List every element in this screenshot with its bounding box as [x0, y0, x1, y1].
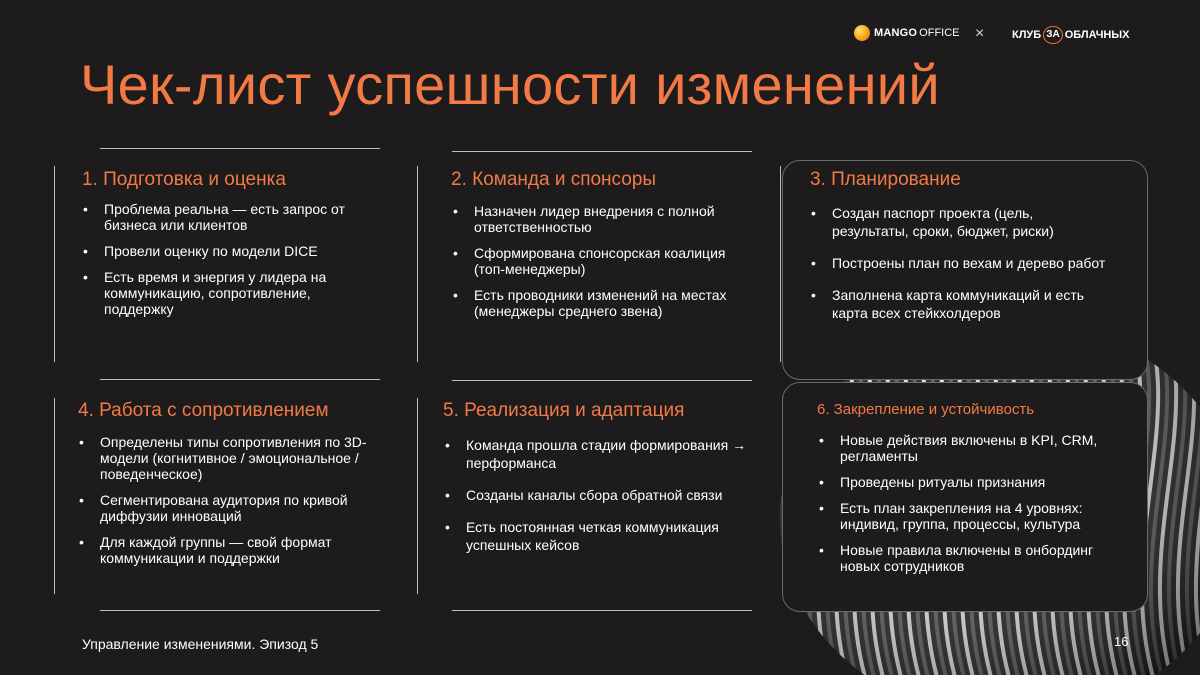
checklist-item: • Сформирована спонсорская коалиция (топ-менеджеры) [450, 245, 750, 277]
mango-brand-text: MANGO [874, 27, 918, 39]
divider-left-2 [54, 398, 55, 594]
page-title: Чек-лист успешности изменений [80, 53, 940, 116]
checklist-item: • Назначен лидер внедрения с полной ответственностью [450, 203, 750, 235]
card-5-list [442, 436, 752, 568]
checklist-item: • Построены план по вехам и дерево работ [808, 254, 1108, 272]
card-3-list [808, 204, 1108, 336]
card-5-title: 5. Реализация и адаптация [443, 400, 685, 421]
checklist-item: • Новые действия включены в KPI, CRM, регламенты [816, 432, 1126, 464]
divider-right-1 [780, 166, 781, 362]
club-logo [1012, 26, 1129, 44]
checklist-item: • Определены типы сопротивления по 3D-модели (когнитивное / эмоциональное / поведенческое) [76, 434, 386, 482]
card-3-title: 3. Планирование [810, 169, 961, 190]
mango-office-logo [854, 25, 960, 41]
divider-center-2 [417, 398, 418, 594]
divider-bottom-1 [100, 610, 380, 611]
checklist-item: • Команда прошла стадии формирования → перформанса [442, 436, 752, 472]
footer-caption: Управление изменениями. Эпизод 5 [82, 636, 319, 652]
checklist-item: • Для каждой группы — свой формат коммуникации и поддержки [76, 534, 386, 566]
checklist-item: • Заполнена карта коммуникаций и есть карта всех стейкхолдеров [808, 286, 1108, 322]
mango-logo-icon [854, 25, 870, 41]
checklist-item: • Есть проводники изменений на местах (менеджеры среднего звена) [450, 287, 750, 319]
checklist-item: • Проблема реальна — есть запрос от бизнеса или клиентов [80, 201, 380, 233]
club-suffix: ОБЛАЧНЫХ [1064, 29, 1130, 41]
divider-center-1 [417, 166, 418, 362]
cross-icon: × [975, 25, 985, 42]
checklist-item: • Есть план закрепления на 4 уровнях: индивид, группа, процессы, культура [816, 500, 1126, 532]
checklist-item: • Новые правила включены в онбординг новых сотрудников [816, 542, 1126, 574]
divider-left-1 [54, 166, 55, 362]
card-4-title: 4. Работа с сопротивлением [78, 400, 329, 421]
card-2-list [450, 203, 750, 329]
divider-mid-1 [100, 379, 380, 380]
card-6-title: 6. Закрепление и устойчивость [817, 401, 1035, 418]
checklist-item: • Сегментирована аудитория по кривой диффузии инноваций [76, 492, 386, 524]
checklist-item: • Есть время и энергия у лидера на коммуникацию, сопротивление, поддержку [80, 269, 380, 317]
card-2-title: 2. Команда и спонсоры [451, 169, 657, 190]
checklist-item: • Созданы каналы сбора обратной связи [442, 486, 752, 504]
card-4-list [76, 434, 386, 576]
divider-mid-2 [452, 380, 752, 381]
checklist-item: • Создан паспорт проекта (цель, результаты, сроки, бюджет, риски) [808, 204, 1108, 240]
club-ring-mark: ЗА [1043, 26, 1063, 44]
card-1-title: 1. Подготовка и оценка [82, 169, 286, 190]
checklist-item: • Провели оценку по модели DICE [80, 243, 380, 259]
divider-bottom-2 [452, 610, 752, 611]
card-6-list [816, 432, 1126, 584]
divider-top-1 [100, 148, 380, 149]
divider-top-2 [452, 151, 752, 152]
page-number: 16 [1114, 634, 1129, 649]
mango-brand-suffix: OFFICE [919, 27, 960, 39]
checklist-item: • Проведены ритуалы признания [816, 474, 1126, 490]
club-prefix: КЛУБ [1012, 29, 1042, 41]
card-1-list [80, 201, 380, 327]
checklist-item: • Есть постоянная четкая коммуникация успешных кейсов [442, 518, 752, 554]
